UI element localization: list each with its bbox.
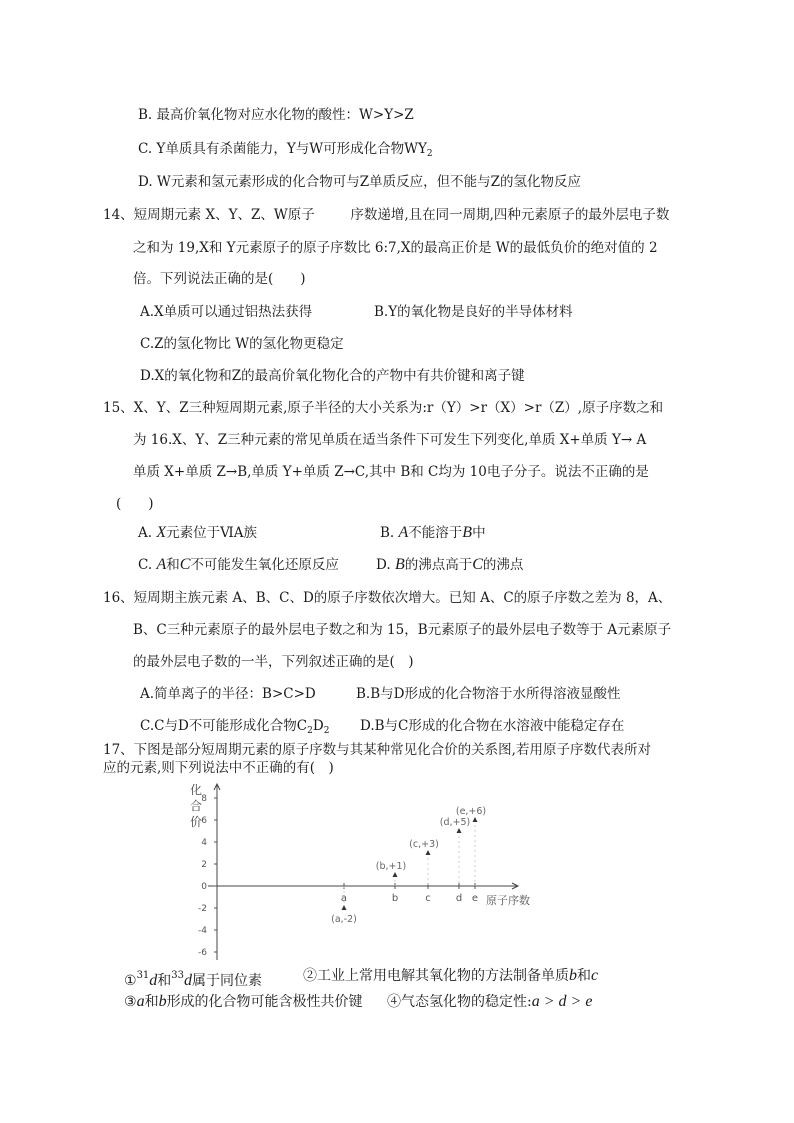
q16-option-a: A.简单离子的半径：B>C>D — [140, 686, 316, 702]
y-tick-label: 8 — [201, 794, 207, 804]
y-axis-label-char: 化 — [190, 783, 203, 797]
x-tick-label: e — [471, 893, 479, 904]
q13-option-d: D. W元素和氢元素形成的化合物可与Z单质反应，但不能与Z的氢化物反应 — [138, 174, 582, 190]
q14-stem-line3: 倍。下列说法正确的是( ) — [133, 271, 306, 287]
q14-option-d: D.X的氧化物和Z的最高价氧化物化合的产物中有共价键和离子键 — [140, 368, 525, 384]
x-tick-label: c — [425, 893, 431, 904]
q15-option-c: C. A和C不可能发生氧化还原反应 — [138, 556, 339, 573]
q16-stem-line3: 的最外层电子数的一半，下列叙述正确的是( ) — [133, 654, 414, 670]
data-point — [426, 850, 431, 855]
q16-option-b: B.B与D形成的化合物溶于水所得溶液显酸性 — [356, 686, 621, 702]
y-tick-label: 4 — [201, 838, 207, 848]
q13-option-b: B. 最高价氧化物对应水化物的酸性：W>Y>Z — [138, 107, 414, 123]
y-tick-label: 6 — [201, 816, 207, 826]
x-tick-label: b — [391, 893, 399, 904]
q17-statement-1: ①$^{31}$d和$^{33}$d属于同位素 — [124, 970, 263, 989]
q16-option-c: C.C与D不可能形成化合物$C_2D_2$ — [140, 718, 330, 736]
q15-stem-line2: 为 16.X、Y、Z三种元素的常见单质在适当条件下可发生下列变化,单质 X+单质 Y→ A — [133, 432, 647, 448]
y-tick-label: 0 — [201, 882, 207, 892]
data-label: (b,+1) — [375, 861, 407, 872]
y-tick-label: -2 — [198, 904, 207, 914]
q14-option-a: A.X单质可以通过铝热法获得 — [140, 304, 313, 320]
q17-statement-3: ③a和b形成的化合物可能含极性共价键 — [124, 993, 363, 1010]
q15-option-d: D. B的沸点高于C的沸点 — [376, 556, 524, 573]
x-axis-label: 原子序数 — [486, 894, 530, 907]
q16-stem-line1: 16、短周期主族元素 A、B、C、D的原子序数依次增大。已知 A、C的原子序数之差为 8，A、 — [103, 590, 672, 606]
data-point — [393, 872, 398, 877]
q15-option-a: A. X元素位于ⅥA族 — [138, 524, 257, 541]
y-axis-label-char: 价 — [190, 815, 203, 829]
q15-stem-line1: 15、X、Y、Z三种短周期元素,原子半径的大小关系为:r（Y）>r（X）>r（Z）,原子序数之和 — [103, 400, 664, 416]
q13-option-c: C. Y单质具有杀菌能力，Y与W可形成化合物$WY_2$ — [138, 141, 433, 159]
y-tick-label: -6 — [198, 948, 207, 958]
data-label: (a,-2) — [331, 914, 357, 925]
y-tick-label: -4 — [198, 926, 207, 936]
q16-stem-line2: B、C三种元素原子的最外层电子数之和为 15，B元素原子的最外层电子数等于 A元素原子 — [133, 622, 672, 638]
data-point — [473, 817, 478, 822]
q16-option-d: D.B与C形成的化合物在水溶液中能稳定存在 — [360, 718, 625, 734]
data-label: (c,+3) — [409, 839, 439, 850]
y-axis-label — [190, 783, 202, 829]
data-point — [342, 905, 347, 910]
q17-statement-4: ④气态氢化物的稳定性:a > d > e — [387, 993, 593, 1010]
data-label: (e,+6) — [455, 806, 487, 817]
y-tick-label: 2 — [201, 860, 207, 870]
q17-stem-line1: 17、下图是部分短周期元素的原子序数与其某种常见化合价的关系图,若用原子序数代表所对 — [103, 742, 651, 758]
q14-option-b: B.Y的氧化物是良好的半导体材料 — [374, 304, 573, 320]
q14-option-c: C.Z的氢化物比 W的氢化物更稳定 — [140, 336, 344, 352]
q14-stem-line1: 14、短周期元素 X、Y、Z、W原子 序数递增,且在同一周期,四种元素原子的最外层电子数 — [103, 207, 670, 223]
data-points — [331, 806, 486, 925]
y-axis-label-char: 合 — [190, 799, 203, 813]
valence-chart — [190, 782, 530, 962]
q14-stem-line2: 之和为 19,X和 Y元素原子的原子序数比 6:7,X的最高正价是 W的最低负价的绝对值的 2 — [133, 240, 658, 256]
data-label: (d,+5) — [439, 817, 471, 828]
data-point — [457, 828, 462, 833]
q15-stem-line3: 单质 X+单质 Z→B,单质 Y+单质 Z→C,其中 B和 C均为 10电子分子。说法不正确的是 — [133, 464, 649, 480]
y-tick-labels — [198, 794, 217, 958]
q17-statement-2: ②工业上常用电解其氧化物的方法制备单质b和c — [303, 967, 599, 984]
q15-stem-line4: ( ) — [116, 496, 154, 512]
x-tick-label: d — [455, 893, 463, 904]
q15-option-b: B. A不能溶于B中 — [380, 524, 486, 541]
x-tick-label: a — [340, 893, 348, 904]
q17-stem-line2: 应的元素,则下列说法中不正确的有( ) — [103, 760, 334, 776]
